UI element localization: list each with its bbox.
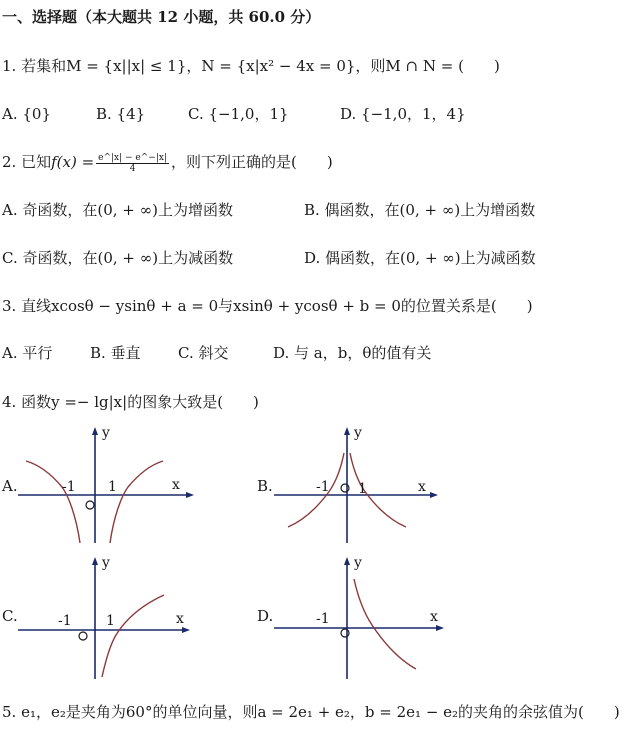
- question-2-fx: f(x) =: [51, 153, 95, 171]
- question-3-option-d: D. 与 a，b，θ的值有关: [273, 344, 432, 362]
- graph-d: [274, 555, 454, 679]
- question-1-option-c: C. {−1,0，1}: [188, 105, 289, 123]
- question-2-fraction: [96, 153, 169, 174]
- graph-a: [18, 425, 198, 543]
- question-2-option-d: D. 偶函数，在(0, + ∞)上为减函数: [304, 249, 536, 267]
- graph-c-curve: [102, 595, 164, 677]
- graph-c-option-label: C.: [2, 607, 18, 625]
- graph-d-tick-neg: -1: [316, 611, 330, 627]
- question-3-option-b: B. 垂直: [90, 344, 141, 362]
- question-3-stem: 3. 直线xcosθ − ysinθ + a = 0与xsinθ + ycosθ + b = 0的位置关系是( ): [2, 297, 533, 315]
- question-3-option-a: A. 平行: [2, 344, 53, 362]
- graph-a-curve-left: [26, 461, 80, 543]
- graph-d-option-label: D.: [257, 607, 274, 625]
- graph-c-tick-neg: -1: [58, 613, 72, 629]
- graph-b-y-label: y: [354, 425, 362, 441]
- question-2-option-b: B. 偶函数，在(0, + ∞)上为增函数: [304, 201, 536, 219]
- graph-c: [18, 555, 198, 679]
- graph-b-tick-neg: -1: [316, 479, 330, 495]
- question-1-option-a: A. {0}: [2, 105, 51, 123]
- graph-d-x-label: x: [430, 609, 438, 625]
- question-2-prefix: 2. 已知: [2, 153, 52, 171]
- question-2-stem: [2, 147, 333, 177]
- section-title: 一、选择题（本大题共 12 小题，共 60.0 分）: [2, 8, 321, 26]
- question-1-option-b: B. {4}: [96, 105, 146, 123]
- graph-a-tick-pos: 1: [108, 479, 117, 495]
- graph-d-y-label: y: [354, 555, 362, 571]
- graph-b-tick-pos: 1: [358, 481, 367, 497]
- question-2-option-c: C. 奇函数，在(0, + ∞)上为减函数: [2, 249, 234, 267]
- graph-a-tick-neg: -1: [62, 479, 76, 495]
- graph-c-tick-pos: 1: [106, 613, 115, 629]
- graph-a-x-label: x: [172, 477, 180, 493]
- graph-a-curve-right: [110, 461, 163, 543]
- fraction-denominator: 4: [129, 163, 136, 174]
- graph-b: [274, 425, 454, 543]
- graph-a-option-label: A.: [2, 477, 18, 495]
- question-3-option-c: C. 斜交: [178, 344, 229, 362]
- graph-a-y-label: y: [102, 425, 110, 441]
- question-2-option-a: A. 奇函数，在(0, + ∞)上为增函数: [2, 201, 233, 219]
- fraction-numerator: e^|x| − e^−|x|: [98, 152, 167, 163]
- graph-b-x-label: x: [418, 479, 426, 495]
- question-1-stem: 1. 若集和M = {x||x| ≤ 1}，N = {x|x² − 4x = 0}，则M ∩ N = ( ): [2, 57, 500, 75]
- question-2-suffix: ，则下列正确的是( ): [170, 153, 333, 171]
- graph-d-curve: [354, 579, 416, 669]
- graph-c-y-label: y: [102, 555, 110, 571]
- graph-c-x-label: x: [176, 611, 184, 627]
- graph-b-option-label: B.: [257, 477, 273, 495]
- question-4-stem: 4. 函数y =− lg|x|的图象大致是( ): [2, 393, 259, 411]
- question-1-option-d: D. {−1,0，1，4}: [340, 105, 466, 123]
- question-5-stem: 5. e₁，e₂是夹角为60°的单位向量，则a = 2e₁ + e₂，b = 2e₁ − e₂的夹角的余弦值为( ): [2, 703, 620, 721]
